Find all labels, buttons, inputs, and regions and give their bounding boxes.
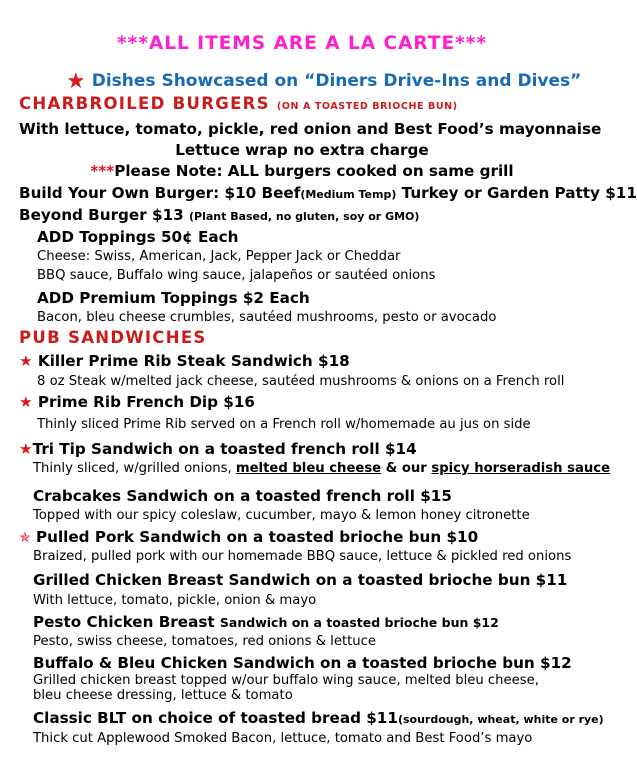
menu-item-desc: Thick cut Applewood Smoked Bacon, lettuce, tomato and Best Food’s mayo — [33, 731, 533, 746]
banner: ***ALL ITEMS ARE A LA CARTE*** — [116, 33, 488, 54]
note-text: Please Note: ALL burgers cooked on same grill — [114, 162, 514, 180]
note-stars: *** — [90, 162, 115, 180]
menu-item-desc: Braized, pulled pork with our homemade BBQ sauce, lettuce & pickled red onions — [33, 549, 572, 564]
burgers-line2: Lettuce wrap no extra charge — [175, 141, 429, 159]
star-icon: ★ — [66, 69, 86, 94]
section-subtitle-burgers: (ON A TOASTED BRIOCHE BUN) — [276, 101, 458, 112]
star-icon: ★ — [19, 393, 33, 411]
toppings-line2: BBQ sauce, Buffalo wing sauce, jalapeños or sautéed onions — [37, 268, 436, 283]
menu-item-desc: Thinly sliced Prime Rib served on a French roll w/homemade au jus on side — [37, 417, 531, 432]
menu-item-desc: Thinly sliced, w/grilled onions, melted bleu cheese & our spicy horseradish sauce — [33, 461, 611, 476]
menu-item-name: ★ Killer Prime Rib Steak Sandwich $18 — [19, 352, 350, 370]
section-title-pub: PUB SANDWICHES — [19, 328, 207, 347]
premium-line1: Bacon, bleu cheese crumbles, sautéed mushrooms, pesto or avocado — [37, 310, 497, 325]
menu-item-desc: Topped with our spicy coleslaw, cucumber, mayo & lemon honey citronette — [33, 508, 530, 523]
showcase-line — [66, 67, 581, 92]
menu-item-desc-line1: Grilled chicken breast topped w/our buffalo wing sauce, melted bleu cheese, — [33, 673, 539, 688]
menu-item-name: Grilled Chicken Breast Sandwich on a toasted brioche bun $11 — [33, 571, 568, 589]
menu-item-name: ★Tri Tip Sandwich on a toasted french roll $14 — [19, 440, 417, 458]
byo-burger: Build Your Own Burger: $10 Beef(Medium Temp) Turkey or Garden Patty $11 — [19, 184, 637, 202]
section-title-burgers: CHARBROILED BURGERS (ON A TOASTED BRIOCHE BUN) — [19, 94, 458, 113]
beyond-burger: Beyond Burger $13 (Plant Based, no gluten, soy or GMO) — [19, 206, 420, 224]
star-outline-icon: ✯ — [19, 530, 31, 546]
star-icon: ★ — [19, 440, 33, 458]
menu-item-name: Classic BLT on choice of toasted bread $11(sourdough, wheat, white or rye) — [33, 709, 604, 727]
menu-item-name: ★ Prime Rib French Dip $16 — [19, 393, 256, 411]
menu-item-name: Buffalo & Bleu Chicken Sandwich on a toasted brioche bun $12 — [33, 654, 572, 672]
menu-item-name: Crabcakes Sandwich on a toasted french roll $15 — [33, 487, 452, 505]
toppings-line1: Cheese: Swiss, American, Jack, Pepper Jack or Cheddar — [37, 249, 401, 264]
toppings-heading: ADD Toppings 50¢ Each — [37, 228, 239, 246]
menu-item-desc: Pesto, swiss cheese, tomatoes, red onions & lettuce — [33, 634, 377, 649]
burgers-line1: With lettuce, tomato, pickle, red onion and Best Food’s mayonnaise — [19, 120, 602, 138]
showcase-text: Dishes Showcased on “Diners Drive-Ins and Dives” — [91, 71, 582, 91]
menu-item-desc: With lettuce, tomato, pickle, onion & mayo — [33, 593, 317, 608]
menu-item-name: Pesto Chicken Breast Sandwich on a toasted brioche bun $12 — [33, 613, 499, 631]
burgers-note — [0, 162, 604, 180]
star-icon: ★ — [19, 352, 33, 370]
premium-heading: ADD Premium Toppings $2 Each — [37, 289, 310, 307]
menu-item-desc-line2: bleu cheese dressing, lettuce & tomato — [33, 688, 293, 703]
menu-item-desc: 8 oz Steak w/melted jack cheese, sautéed mushrooms & onions on a French roll — [37, 374, 565, 389]
menu-item-name: ✯ Pulled Pork Sandwich on a toasted brioche bun $10 — [19, 528, 479, 546]
